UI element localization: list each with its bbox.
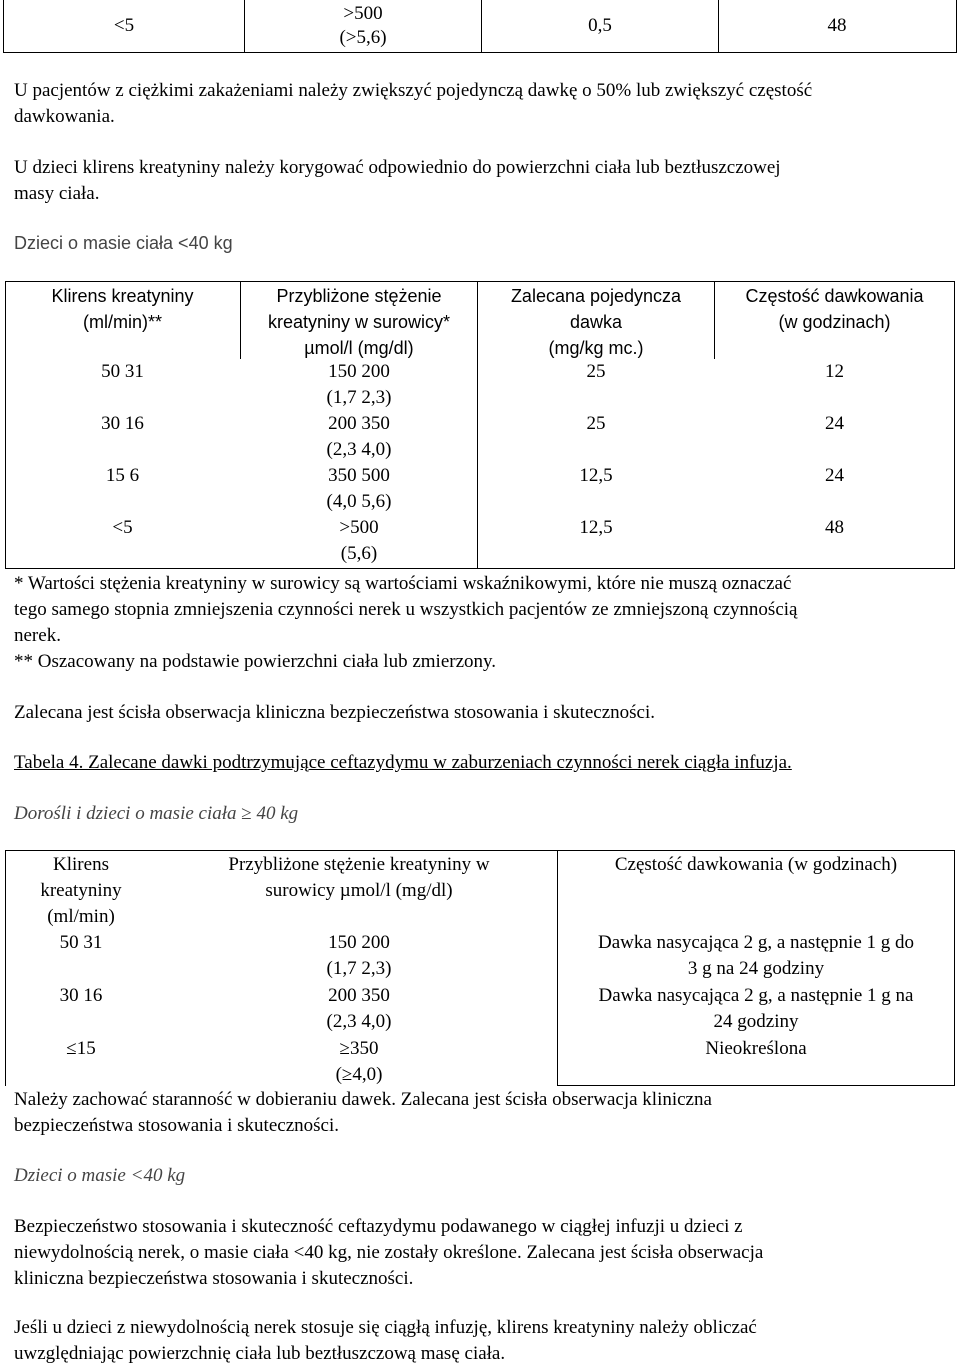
footnote-line: * Wartości stężenia kreatyniny w surowicy są wartościami wskaźnikowymi, które nie muszą oznaczać — [14, 573, 792, 594]
footnote-line: nerek. — [14, 625, 61, 646]
border — [557, 1085, 955, 1086]
table-cell: Nieokreślona — [705, 1038, 807, 1059]
footnotes — [14, 571, 797, 675]
table-cell: 50 31 — [101, 361, 144, 382]
section-title-children-under-40-infusion: Dzieci o masie <40 kg — [14, 1165, 186, 1186]
previous-table-last-row — [3, 0, 957, 53]
header-dose — [478, 283, 714, 361]
table-cell: 24 — [825, 465, 844, 486]
title-text: Dorośli i dzieci o masie ciała — [14, 803, 237, 824]
paragraph-caution — [14, 1087, 712, 1139]
title-text: 40 kg — [256, 803, 299, 824]
header-frequency — [715, 283, 954, 335]
header-line: (ml/min)** — [83, 312, 162, 332]
concentration-value: >500 — [343, 3, 383, 24]
text-line: kliniczna bezpieczeństwa stosowania i skuteczności. — [14, 1268, 414, 1289]
text-line: dawkowania. — [14, 106, 115, 127]
cell-line: 150 200 — [328, 361, 390, 382]
table-cell: 48 — [825, 517, 844, 538]
cell-line: Dawka nasycająca 2 g, a następnie 1 g do — [597, 932, 914, 953]
footnote-line: ** Oszacowany na podstawie powierzchni ciała lub zmierzony. — [14, 651, 497, 672]
header-frequency: Częstość dawkowania (w godzinach) — [614, 854, 898, 875]
header-line: µmol/l (mg/dl) — [304, 338, 414, 358]
cell-line: 150 200 — [328, 932, 390, 953]
row-concentration — [245, 0, 481, 52]
cell-line: 3 g na 24 godziny — [687, 958, 825, 979]
header-clearance — [5, 852, 157, 930]
header-line: Klirens kreatyniny — [51, 286, 194, 306]
header-line: Częstość dawkowania — [745, 286, 924, 306]
header-line: Przybliżone stężenie — [276, 286, 442, 306]
cell-value: ( — [335, 1064, 342, 1085]
cell-line: 200 350 — [328, 413, 390, 434]
table-cell — [241, 515, 477, 567]
greater-equal-icon: ≥ — [339, 1038, 350, 1059]
cell-line: (5,6) — [340, 543, 378, 564]
footnote-line: tego samego stopnia zmniejszenia czynności nerek u wszystkich pacjentów ze zmniejszoną czynnością — [14, 599, 798, 620]
table-cell — [241, 463, 477, 515]
cell-line: Dawka nasycająca 2 g, a następnie 1 g na — [598, 985, 914, 1006]
table-cell: 12,5 — [579, 465, 613, 486]
cell-value: 350 — [349, 1038, 379, 1059]
cell-line: (2,3 4,0) — [326, 439, 392, 460]
table-cell: 24 — [825, 413, 844, 434]
cell-line: (2,3 4,0) — [326, 1011, 392, 1032]
table-cell: 12 — [825, 361, 844, 382]
paragraph-safety — [14, 1214, 763, 1292]
header-line: dawka — [569, 312, 623, 332]
text-line: uwzględniając powierzchnię ciała lub beztłuszczową masę ciała. — [14, 1343, 506, 1364]
dosing-table-continuous-infusion — [5, 850, 955, 1086]
table-cell: 30 16 — [101, 413, 144, 434]
header-concentration — [170, 852, 548, 904]
text-line: U dzieci klirens kreatyniny należy korygować odpowiednio do powierzchni ciała lub beztłuszczowej — [14, 157, 781, 178]
cell-line: (1,7 2,3) — [326, 387, 392, 408]
cell-line: 24 godziny — [713, 1011, 799, 1032]
row-clearance: <5 — [113, 15, 135, 36]
header-line: Zalecana pojedyncza — [510, 286, 682, 306]
table-cell — [558, 983, 954, 1035]
border — [5, 850, 955, 851]
header-line: Klirens — [53, 854, 109, 875]
section-title-adults — [14, 801, 298, 827]
header-line: kreatyniny — [40, 880, 122, 901]
border — [954, 850, 955, 1086]
paragraph-clearance-calc — [14, 1315, 757, 1367]
table-cell: 50 31 — [59, 932, 103, 953]
cell-line: 200 350 — [328, 985, 390, 1006]
table-cell — [241, 411, 477, 463]
border — [5, 281, 955, 282]
greater-equal-icon: ≥ — [241, 803, 252, 824]
cell-line: >500 — [339, 517, 379, 538]
table-cell: 25 — [586, 413, 606, 434]
header-line: surowicy µmol/l (mg/dl) — [265, 880, 453, 901]
text-line: Jeśli u dzieci z niewydolnością nerek stosuje się ciągłą infuzję, klirens kreatyniny należy obliczać — [14, 1317, 757, 1338]
cell-line: (4,0 5,6) — [326, 491, 392, 512]
header-clearance — [5, 283, 240, 335]
concentration-mgdl: (>5,6) — [339, 27, 387, 48]
table-cell — [5, 1036, 157, 1062]
header-line: Przybliżone stężenie kreatyniny w — [228, 854, 490, 875]
header-line: (mg/kg mc.) — [548, 338, 644, 358]
text-line: masy ciała. — [14, 183, 100, 204]
paragraph-observation: Zalecana jest ścisła obserwacja kliniczna bezpieczeństwa stosowania i skuteczności. — [14, 702, 655, 723]
cell-line: 350 500 — [328, 465, 390, 486]
border — [5, 568, 955, 569]
table-cell — [241, 359, 477, 411]
table-cell: 12,5 — [579, 517, 613, 538]
border — [954, 281, 955, 569]
text-line: bezpieczeństwa stosowania i skuteczności. — [14, 1115, 339, 1136]
section-title-children-under-40: Dzieci o masie ciała <40 kg — [14, 233, 233, 253]
table-cell — [170, 983, 548, 1035]
less-equal-icon: ≤ — [66, 1038, 77, 1059]
header-line: kreatyniny w surowicy* — [267, 312, 451, 332]
header-line: (ml/min) — [47, 906, 115, 927]
table-cell: 30 16 — [59, 985, 103, 1006]
table-cell: <5 — [112, 517, 133, 538]
text-line: Należy zachować staranność w dobieraniu dawek. Zalecana jest ścisła obserwacja kliniczna — [14, 1089, 712, 1110]
header-line: (w godzinach) — [778, 312, 891, 332]
text-line: Bezpieczeństwo stosowania i skuteczność ceftazydymu podawanego w ciągłej infuzji u dzieci z — [14, 1216, 743, 1237]
header-concentration — [241, 283, 477, 361]
table-cell: 15 6 — [105, 465, 140, 486]
table-cell: 25 — [586, 361, 606, 382]
table-cell — [558, 930, 954, 982]
cell-value: 4,0) — [352, 1064, 383, 1085]
table4-caption: Tabela 4. Zalecane dawki podtrzymujące ceftazydymu w zaburzeniach czynności nerek ciągła infuzja. — [14, 752, 792, 773]
cell-line: (1,7 2,3) — [326, 958, 392, 979]
table-cell — [170, 930, 548, 982]
paragraph-children-clearance — [14, 155, 781, 207]
row-frequency: 48 — [827, 15, 847, 36]
row-dose: 0,5 — [588, 15, 612, 36]
text-line: niewydolnością nerek, o masie ciała <40 kg, nie zostały określone. Zalecana jest ścisła obserwacja — [14, 1242, 764, 1263]
table-cell — [170, 1036, 548, 1088]
cell-value: 15 — [76, 1038, 96, 1059]
text-line: U pacjentów z ciężkimi zakażeniami należy zwiększyć pojedynczą dawkę o 50% lub zwiększyć częstość — [14, 80, 813, 101]
paragraph-severe-infections — [14, 78, 812, 130]
greater-equal-icon: ≥ — [341, 1064, 353, 1085]
